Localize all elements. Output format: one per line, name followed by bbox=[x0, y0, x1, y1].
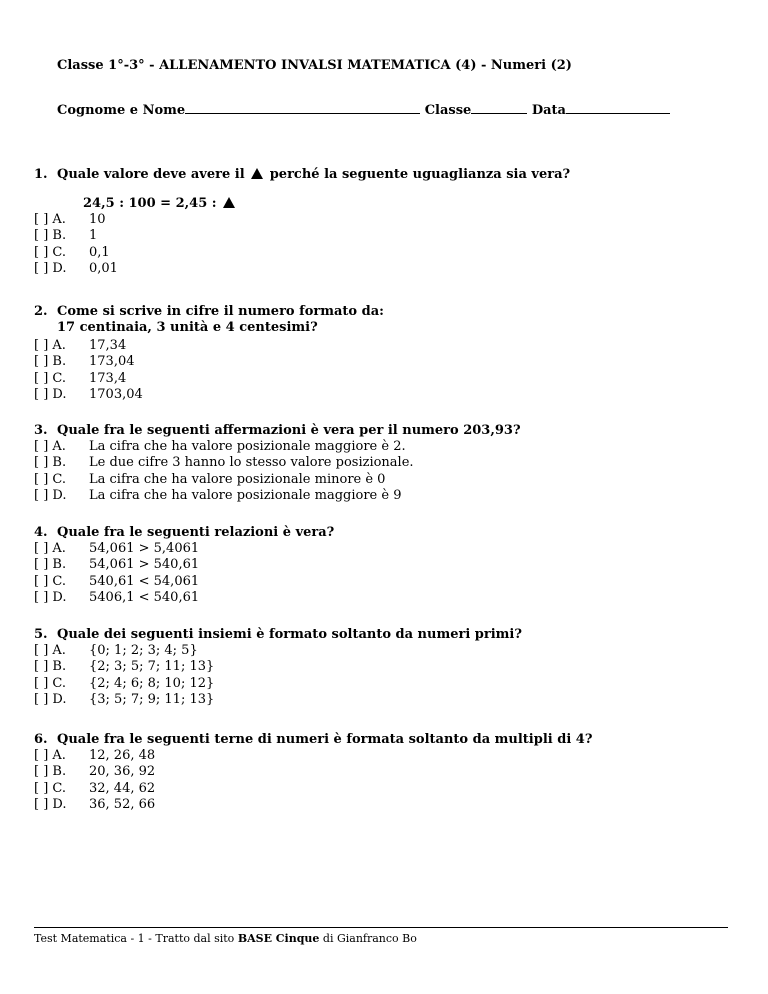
page-footer: Test Matematica - 1 - Tratto dal sito BASE Cinque di Gianfranco Bo bbox=[34, 932, 417, 945]
option-b[interactable]: [ ] B. Le due cifre 3 hanno lo stesso valore posizionale. bbox=[34, 455, 414, 471]
date-blank[interactable] bbox=[566, 102, 670, 114]
page-title: Classe 1°-3° - ALLENAMENTO INVALSI MATEMATICA (4) - Numeri (2) bbox=[57, 58, 572, 73]
option-a[interactable]: [ ] A. 17,34 bbox=[34, 338, 127, 353]
question-text: Come si scrive in cifre il numero formato da: bbox=[57, 304, 384, 319]
question-text: Quale fra le seguenti relazioni è vera? bbox=[57, 525, 335, 540]
question-number: 6. bbox=[34, 732, 48, 747]
date-label: Data bbox=[531, 103, 566, 118]
question-number: 2. bbox=[34, 304, 48, 319]
option-c[interactable]: [ ] C. 32, 44, 62 bbox=[34, 780, 156, 796]
option-d[interactable]: [ ] D. 5406,1 < 540,61 bbox=[34, 590, 200, 606]
question-3 bbox=[34, 423, 744, 505]
triangle-icon bbox=[223, 197, 235, 208]
option-d[interactable]: [ ] D. 1703,04 bbox=[34, 387, 143, 403]
triangle-icon bbox=[251, 168, 263, 179]
option-c[interactable]: [ ] C. 0,1 bbox=[34, 244, 110, 260]
question-1 bbox=[34, 167, 744, 278]
option-c[interactable]: [ ] C. {2; 4; 6; 8; 10; 12} bbox=[34, 675, 215, 691]
options-list bbox=[34, 541, 744, 607]
question-4 bbox=[34, 525, 744, 607]
option-c[interactable]: [ ] C. La cifra che ha valore posizionale minore è 0 bbox=[34, 471, 386, 487]
option-a[interactable]: [ ] A. La cifra che ha valore posizionale maggiore è 2. bbox=[34, 439, 406, 454]
option-a[interactable]: [ ] A. 12, 26, 48 bbox=[34, 748, 156, 763]
name-blank[interactable] bbox=[185, 102, 420, 114]
footer-site-name: BASE Cinque bbox=[237, 932, 320, 945]
question-2 bbox=[34, 304, 744, 404]
question-number: 5. bbox=[34, 627, 48, 642]
class-blank[interactable] bbox=[471, 102, 527, 114]
question-text: Quale fra le seguenti affermazioni è vera per il numero 203,93? bbox=[57, 423, 521, 438]
question-text: Quale dei seguenti insiemi è formato soltanto da numeri primi? bbox=[57, 627, 522, 642]
question-number: 4. bbox=[34, 525, 48, 540]
question-text: Quale fra le seguenti terne di numeri è formata soltanto da multipli di 4? bbox=[57, 732, 593, 747]
student-info-row bbox=[57, 102, 670, 118]
option-b[interactable]: [ ] B. 1 bbox=[34, 228, 98, 244]
option-b[interactable]: [ ] B. {2; 3; 5; 7; 11; 13} bbox=[34, 659, 215, 675]
option-a[interactable]: [ ] A. {0; 1; 2; 3; 4; 5} bbox=[34, 643, 198, 658]
option-b[interactable]: [ ] B. 54,061 > 540,61 bbox=[34, 557, 200, 573]
class-label: Classe bbox=[424, 103, 472, 118]
option-c[interactable]: [ ] C. 173,4 bbox=[34, 370, 127, 386]
options-list bbox=[34, 212, 744, 278]
option-a[interactable]: [ ] A. 10 bbox=[34, 212, 106, 227]
options-list bbox=[34, 643, 744, 709]
option-c[interactable]: [ ] C. 540,61 < 54,061 bbox=[34, 573, 200, 589]
question-number: 3. bbox=[34, 423, 48, 438]
footer-divider bbox=[34, 927, 728, 928]
question-subtext: 17 centinaia, 3 unità e 4 centesimi? bbox=[57, 320, 318, 335]
option-d[interactable]: [ ] D. 0,01 bbox=[34, 261, 118, 277]
options-list bbox=[34, 748, 744, 814]
option-a[interactable]: [ ] A. 54,061 > 5,4061 bbox=[34, 541, 200, 556]
option-d[interactable]: [ ] D. 36, 52, 66 bbox=[34, 797, 156, 813]
options-list bbox=[34, 338, 744, 404]
options-list bbox=[34, 439, 744, 505]
question-6 bbox=[34, 732, 744, 814]
option-b[interactable]: [ ] B. 173,04 bbox=[34, 354, 135, 370]
name-label: Cognome e Nome bbox=[57, 103, 186, 118]
question-5 bbox=[34, 627, 744, 709]
option-d[interactable]: [ ] D. {3; 5; 7; 9; 11; 13} bbox=[34, 692, 215, 708]
question-equation: 24,5 : 100 = 2,45 : bbox=[83, 196, 744, 211]
option-d[interactable]: [ ] D. La cifra che ha valore posizionale maggiore è 9 bbox=[34, 488, 402, 504]
option-b[interactable]: [ ] B. 20, 36, 92 bbox=[34, 764, 156, 780]
question-number: 1. bbox=[34, 167, 48, 182]
question-text: Quale valore deve avere il perché la seguente uguaglianza sia vera? bbox=[57, 167, 571, 182]
